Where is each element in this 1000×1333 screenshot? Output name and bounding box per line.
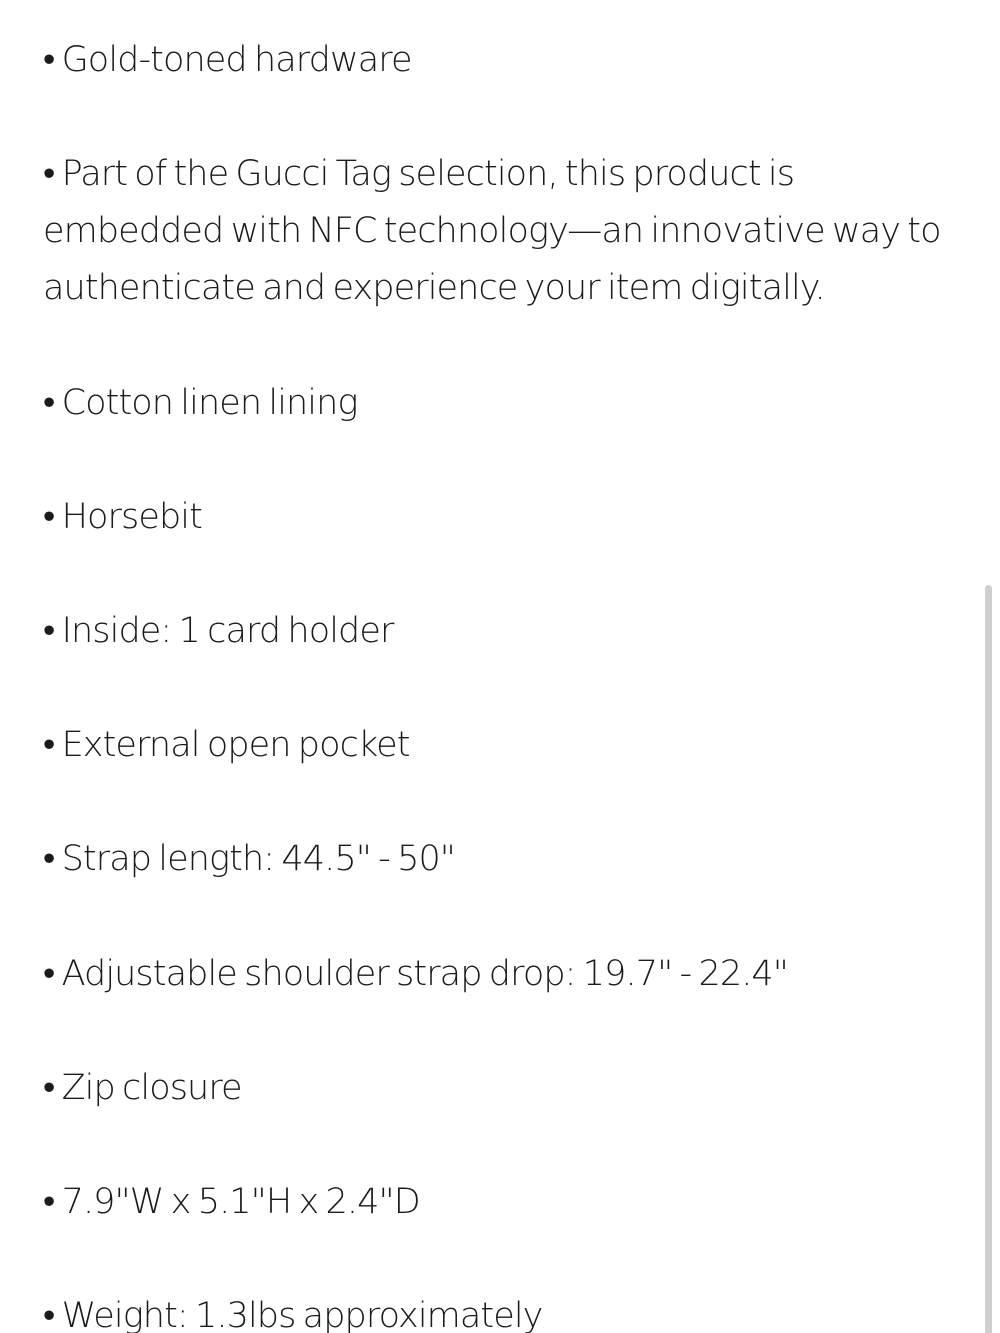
detail-item-lining: • Cotton linen lining xyxy=(43,383,358,423)
detail-item-strap-length: • Strap length: 44.5" - 50" xyxy=(43,839,456,879)
detail-item-weight: • Weight: 1.3lbs approximately xyxy=(43,1296,543,1333)
detail-item-card-holder: • Inside: 1 card holder xyxy=(43,611,394,651)
detail-item-zip-closure: • Zip closure xyxy=(43,1068,242,1108)
detail-item-gold-toned-hardware: • Gold-toned hardware xyxy=(43,40,412,80)
detail-item-horsebit: • Horsebit xyxy=(43,497,202,537)
detail-item-shoulder-strap-drop: • Adjustable shoulder strap drop: 19.7" - 22.4" xyxy=(43,954,788,994)
detail-item-dimensions: • 7.9"W x 5.1"H x 2.4"D xyxy=(43,1182,420,1222)
detail-item-external-pocket: • External open pocket xyxy=(43,725,410,765)
vertical-scrollbar[interactable] xyxy=(985,585,992,1333)
detail-item-gucci-tag-nfc: • Part of the Gucci Tag selection, this product is embedded with NFC technology—an innovative way to authenticate and experience your item digitally. xyxy=(43,154,941,308)
